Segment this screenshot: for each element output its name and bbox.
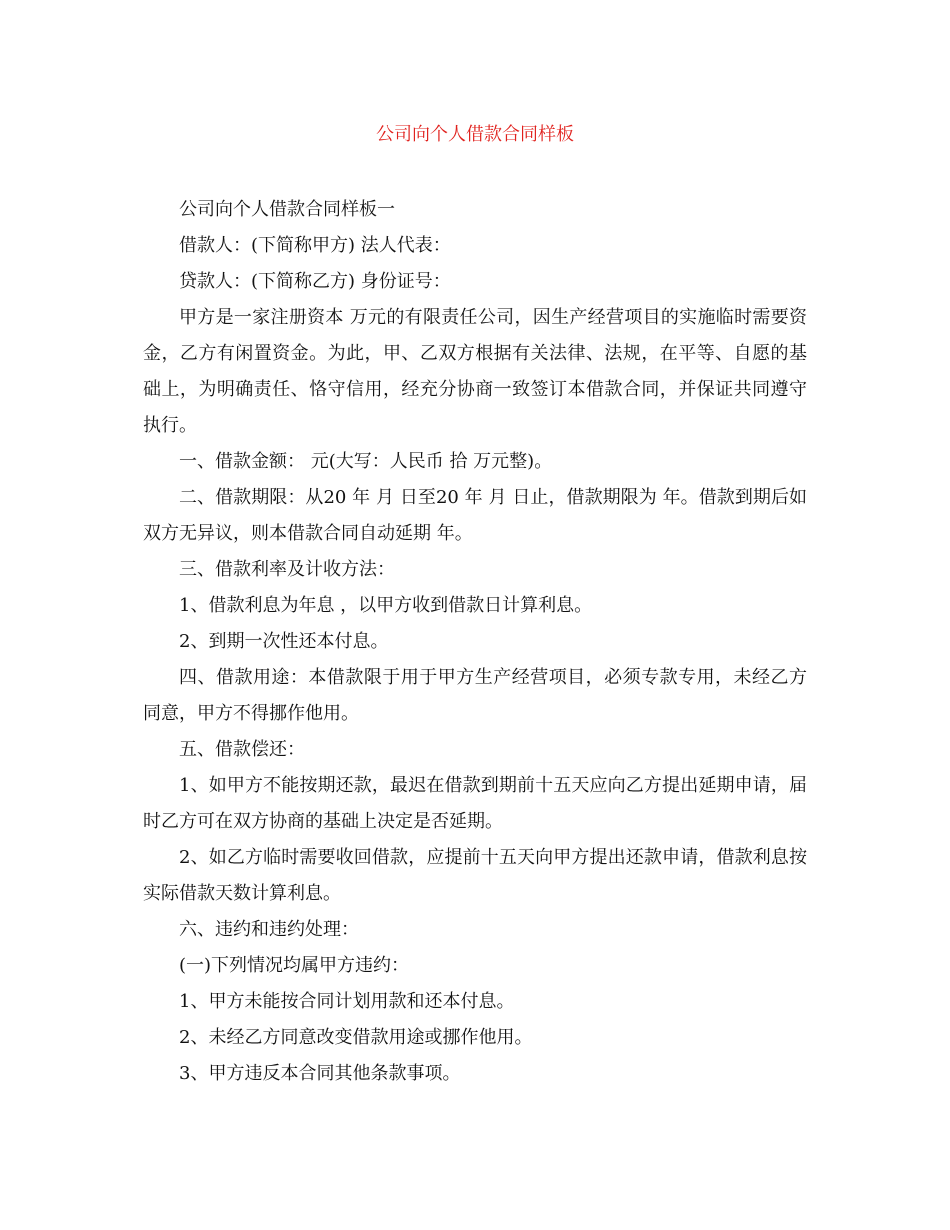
paragraph-loan-purpose: 四、借款用途：本借款限于用于甲方生产经营项目，必须专款专用，未经乙方同意，甲方不得挪作他用。	[143, 667, 807, 724]
paragraph-heading: 公司向个人借款合同样板一	[179, 199, 395, 220]
paragraph-repayment-2: 2、如乙方临时需要收回借款，应提前十五天向甲方提出还款申请，借款利息按实际借款天数计算利息。	[143, 847, 807, 904]
paragraph-breach-sub: (一)下列情况均属甲方违约：	[179, 955, 410, 976]
paragraph-lender: 贷款人：(下简称乙方) 身份证号：	[179, 271, 451, 292]
paragraph-preamble: 甲方是一家注册资本 万元的有限责任公司，因生产经营项目的实施临时需要资金，乙方有闲置资金。为此，甲、乙双方根据有关法律、法规，在平等、自愿的基础上，为明确责任、恪守信用，经充分协商一致签订本借款合同，并保证共同遵守执行。	[143, 307, 807, 436]
paragraph-interest-2: 2、到期一次性还本付息。	[179, 631, 389, 652]
paragraph-breach-1: 1、甲方未能按合同计划用款和还本付息。	[179, 991, 515, 1012]
paragraph-breach-heading: 六、违约和违约处理：	[179, 919, 359, 940]
document-body	[143, 192, 807, 1092]
document-title: 公司向个人借款合同样板	[376, 124, 574, 145]
paragraph-borrower: 借款人：(下简称甲方) 法人代表：	[179, 235, 451, 256]
paragraph-breach-2: 2、未经乙方同意改变借款用途或挪作他用。	[179, 1027, 533, 1048]
paragraph-loan-term: 二、借款期限：从20 年 月 日至20 年 月 日止，借款期限为 年。借款到期后如双方无异议，则本借款合同自动延期 年。	[143, 487, 807, 544]
paragraph-repayment-heading: 五、借款偿还：	[179, 739, 305, 760]
paragraph-loan-amount: 一、借款金额： 元(大写：人民币 拾 万元整)。	[179, 451, 553, 472]
paragraph-interest-1: 1、借款利息为年息 ，以甲方收到借款日计算利息。	[179, 595, 593, 616]
paragraph-breach-3: 3、甲方违反本合同其他条款事项。	[179, 1063, 461, 1084]
paragraph-interest-heading: 三、借款利率及计收方法：	[179, 559, 395, 580]
paragraph-repayment-1: 1、如甲方不能按期还款，最迟在借款到期前十五天应向乙方提出延期申请，届时乙方可在双方协商的基础上决定是否延期。	[143, 775, 807, 832]
